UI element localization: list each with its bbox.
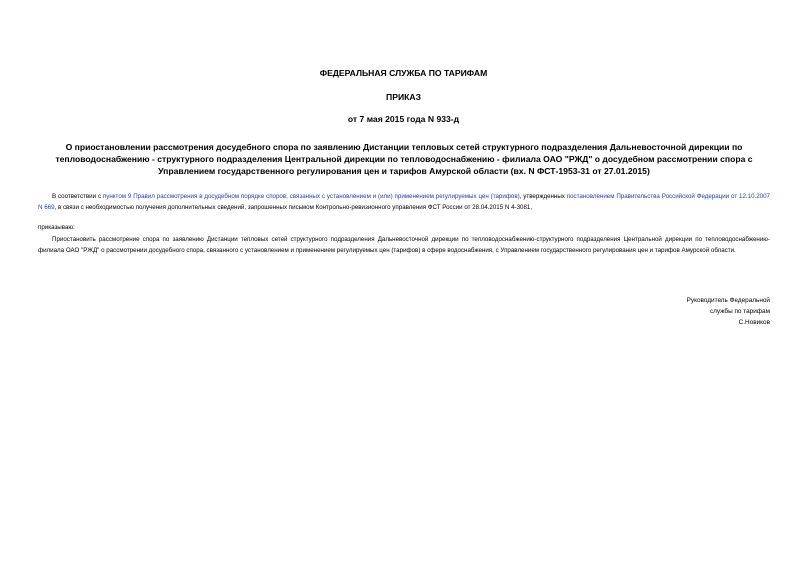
document-date: от 7 мая 2015 года N 933-д [347,114,460,124]
signature-position-line1: Руководитель Федеральной [686,297,770,304]
signature-position-line2: службы по тарифам [709,308,770,315]
signature-block [687,295,770,328]
order-paragraph: Приостановить рассмотрение спора по заявлению Дистанции тепловых сетей структурного подразделения Дальневосточной дирекции по тепловодоснабжению-структурного подразделения Центральной дирекции по тепловодоснабжению-филиала ОАО "РЖД" о рассмотрении досудебного спора, связанного с установлением и применением регулируемых цен (тарифов) в сфере водоснабжения, с Управлением государственного регулирования цен и тарифов Амурской области. [38,236,770,254]
preamble-suffix: , в связи с необходимостью получения дополнительных сведений, запрошенных письмом Контрольно-ревизионного управления ФСТ России от 28.04.2015 N 4-3081, [54,203,533,211]
order-phrase: приказываю: [38,224,75,231]
government-decree-link[interactable]: постановлением Правительства Российской Федерации от 12.10.2007 N 669 [38,193,770,211]
preamble-paragraph [38,192,770,213]
preamble-middle: , утвержденных [519,193,567,200]
rules-clause-link[interactable]: пунктом 9 Правил рассмотрения в досудебном порядке споров, связанных с установлением и (или) применением регулируемых цен (тарифов) [102,193,520,200]
signatory-name: С.Новиков [738,319,770,326]
document-type-heading: ПРИКАЗ [386,92,421,102]
preamble-prefix: В соответствии с [52,193,103,200]
document-title: О приостановлении рассмотрения досудебного спора по заявлению Дистанции тепловых сетей структурного подразделения Дальневосточной дирекции по тепловодоснабжению - структурного подразделения Центральной дирекции по тепловодоснабжению - филиала ОАО "РЖД" о досудебном рассмотрении спора с Управлением государственного регулирования цен и тарифов Амурской области (вх. N ФСТ-1953-31 от 27.01.2015) [55,142,753,176]
organization-heading: ФЕДЕРАЛЬНАЯ СЛУЖБА ПО ТАРИФАМ [319,68,488,78]
